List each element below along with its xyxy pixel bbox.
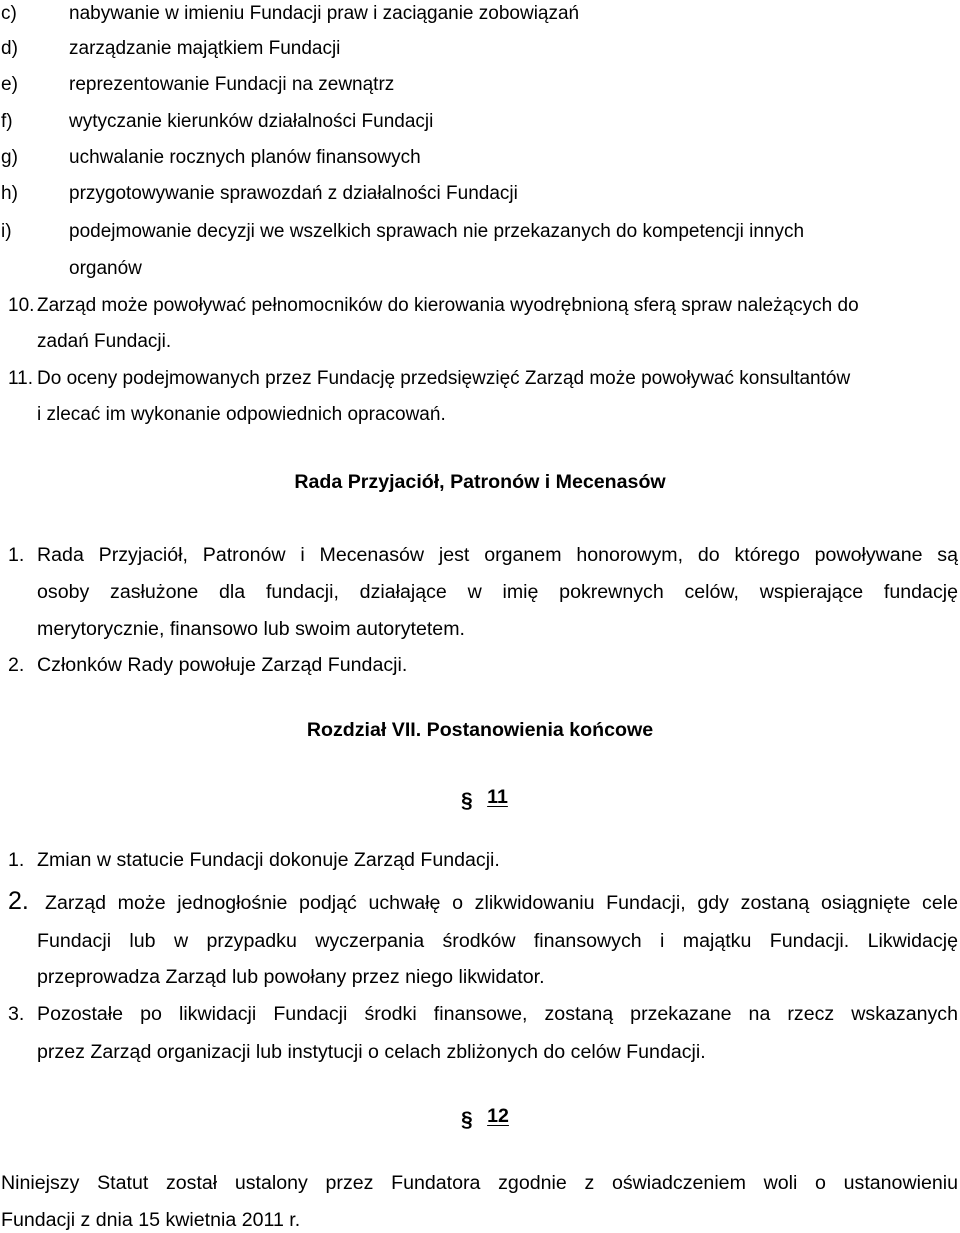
rada-point-1-line3: merytorycznie, finansowo lub swoim autorytetem. (37, 618, 465, 640)
rada-point-2-number: 2. (8, 654, 25, 676)
point-11-line1: Do oceny podejmowanych przez Fundację przedsięwzięć Zarząd może powoływać konsultantów (37, 368, 851, 389)
list-label-g: g) (1, 147, 18, 168)
section-sign: § (461, 1108, 473, 1131)
list-item-e: reprezentowanie Fundacji na zewnątrz (69, 74, 395, 95)
section-11-mark (461, 786, 508, 813)
list-item-d: zarządzanie majątkiem Fundacji (69, 38, 341, 59)
list-label-i: i) (1, 221, 12, 242)
list-item-f: wytyczanie kierunków działalności Fundacji (69, 111, 434, 132)
final-point-3-line2: przez Zarząd organizacji lub instytucji o celach zbliżonych do celów Fundacji. (37, 1041, 706, 1063)
final-statement-line1: Niniejszy Statut został ustalony przez Fundatora zgodnie z oświadczeniem woli o ustanowieniu (1, 1172, 958, 1194)
list-label-f: f) (1, 111, 13, 132)
final-point-1-text: Zmian w statucie Fundacji dokonuje Zarząd Fundacji. (37, 849, 500, 871)
section-11-number: 11 (487, 786, 508, 808)
point-11-number: 11. (8, 368, 34, 389)
final-point-2-number: 2. (8, 887, 29, 915)
rada-point-2-text: Członków Rady powołuje Zarząd Fundacji. (37, 654, 408, 676)
rada-point-1-line2: osoby zasłużone dla fundacji, działające w imię pokrewnych celów, wspierające fundację (37, 581, 958, 603)
rada-point-1-number: 1. (8, 544, 25, 566)
final-point-2-line3: przeprowadza Zarząd lub powołany przez niego likwidator. (37, 966, 545, 988)
list-label-d: d) (1, 38, 18, 59)
final-point-1-number: 1. (8, 849, 25, 871)
section-12-mark (461, 1105, 509, 1132)
point-10-line1: Zarząd może powoływać pełnomocników do kierowania wyodrębnioną sferą spraw należących do (37, 295, 859, 316)
section-12-number: 12 (487, 1105, 509, 1127)
list-item-g: uchwalanie rocznych planów finansowych (69, 147, 421, 168)
list-item-c: nabywanie w imieniu Fundacji praw i zaciąganie zobowiązań (69, 3, 580, 24)
final-point-3-number: 3. (8, 1003, 25, 1025)
final-point-2-line2: Fundacji lub w przypadku wyczerpania środków finansowych i majątku Fundacji. Likwidację (37, 930, 958, 952)
section-heading-rada: Rada Przyjaciół, Patronów i Mecenasów (294, 471, 666, 493)
list-label-e: e) (1, 74, 18, 95)
list-item-i-continuation: organów (69, 258, 142, 279)
point-11-line2: i zlecać im wykonanie odpowiednich opracowań. (37, 404, 446, 425)
list-item-h: przygotowywanie sprawozdań z działalności Fundacji (69, 183, 518, 204)
final-point-3-line1: Pozostałe po likwidacji Fundacji środki finansowe, zostaną przekazane na rzecz wskazanych (37, 1003, 958, 1025)
chapter-7-heading: Rozdział VII. Postanowienia końcowe (306, 719, 654, 741)
point-10-number: 10. (8, 295, 35, 316)
rada-point-1-line1: Rada Przyjaciół, Patronów i Mecenasów jest organem honorowym, do którego powoływane są (37, 544, 958, 566)
final-point-2-line1: Zarząd może jednogłośnie podjąć uchwałę o zlikwidowaniu Fundacji, gdy zostaną osiągnięte cele (45, 892, 958, 914)
final-statement-line2: Fundacji z dnia 15 kwietnia 2011 r. (1, 1209, 301, 1231)
point-10-line2: zadań Fundacji. (37, 331, 172, 352)
section-sign: § (461, 789, 473, 812)
list-label-c: c) (1, 3, 17, 24)
list-label-h: h) (1, 183, 18, 204)
list-item-i: podejmowanie decyzji we wszelkich sprawach nie przekazanych do kompetencji innych (69, 221, 805, 242)
